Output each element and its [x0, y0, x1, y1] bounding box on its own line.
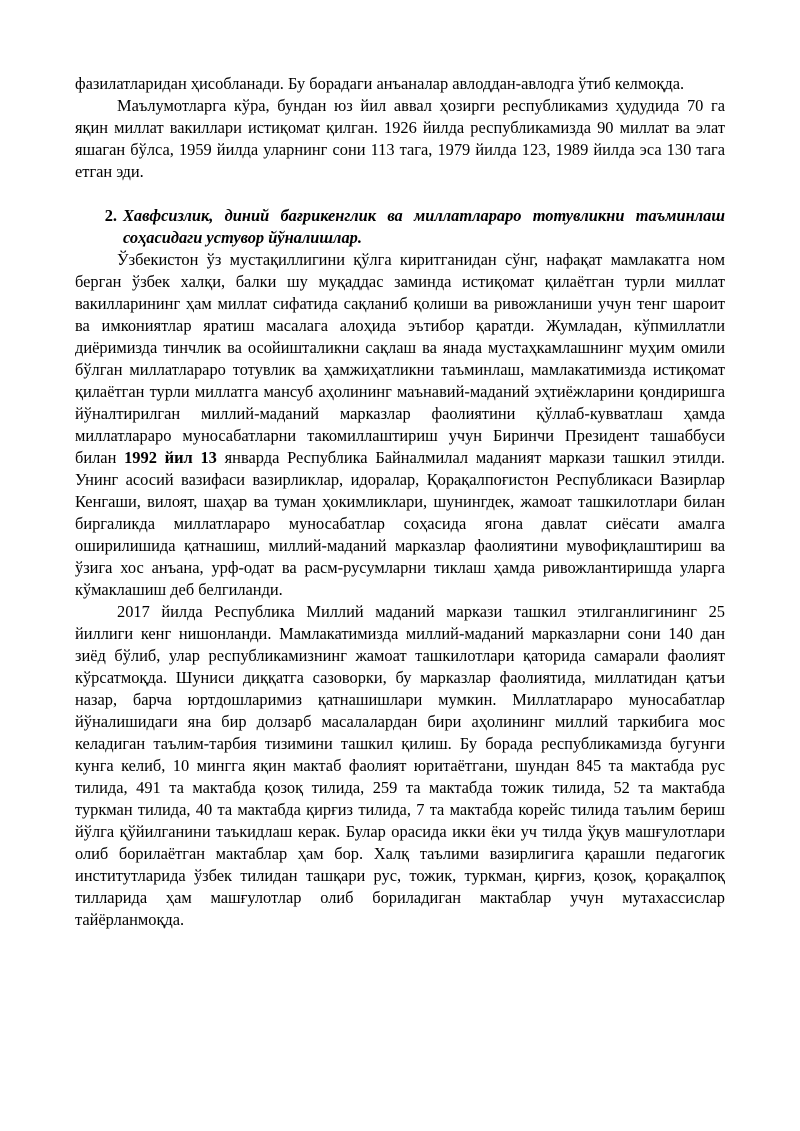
paragraph-continued: фазилатларидан ҳисобланади. Бу борадаги анъаналар авлоддан-авлодга ўтиб келмоқда. — [75, 74, 685, 93]
paragraph-independence — [75, 249, 725, 601]
paragraph-text: Ўзбекистон ўз мустақиллигини қўлга киритганидан сўнг, нафақат мамлакатга ном берган ўзбек халқи, балки шу муқаддас заминда истиқомат қилаётган турли миллат вакилларининг ҳам миллат сифатида сақланиб қолиши ва ривожланиши учун тенг шароит ва имкониятлар яратиш масалага алоҳида эътибор қаратди. Жумладан, кўпмиллатли диёримизда тинчлик ва осойишталикни сақлаш ва янада мустаҳкамлашнинг муҳим омили бўлган миллатлараро тотувлик ва ҳамжиҳатликни таъминлаш, мамлакатимизда истиқомат қилаётган турли миллатга мансуб аҳолининг маънавий-маданий эҳтиёжларини қондиришга йўналтирилган миллий-маданий марказлар фаолиятини қўллаб-кувватлаш ҳамда миллатлараро муносабатларни такомиллаштириш учун Биринчи Президент ташаббуси билан — [75, 250, 725, 467]
document-page — [75, 73, 725, 931]
paragraph-statistics: Маълумотларга кўра, бундан юз йил аввал ҳозирги республикамиз ҳудудида 70 га яқин миллат вакиллари истиқомат қилган. 1926 йилда республикамизда 90 миллат ва элат яшаган бўлса, 1959 йилда уларнинг сони 113 тага, 1979 йилда 123, 1989 йилда эса 130 тага етган эди. — [75, 96, 725, 181]
date-emphasis: 1992 йил 13 — [124, 448, 217, 467]
section-title: Хавфсизлик, диний бағрикенглик ва миллатлараро тотувликни таъминлаш соҳасидаги устувор йўналишлар. — [123, 206, 725, 247]
paragraph-text: январда Республика Байналмилал маданият маркази ташкил этилди. Унинг асосий вазифаси вазирликлар, идоралар, Қорақалпоғистон Республикаси Вазирлар Кенгаши, вилоят, шаҳар ва туман ҳокимликлари, шунингдек, жамоат ташкилотлари билан биргаликда миллатлараро муносабатлар соҳасида ягона давлат сиёсати амалга оширилишида қатнашиш, миллий-маданий марказлар фаолиятини мувофиқлаштириш ва ўзига хос анъана, урф-одат ва расм-русумларни тиклаш ҳамда ривожлантиришда уларга кўмаклашиш деб белгиланди. — [75, 448, 725, 599]
paragraph-cultural-centers: 2017 йилда Республика Миллий маданий маркази ташкил этилганлигининг 25 йиллиги кенг нишонланди. Мамлакатимизда миллий-маданий марказларни сони 140 дан зиёд бўлиб, улар республикамизнинг жамоат ташкилотлари қаторида самарали фаолият кўрсатмоқда. Шуниси диққатга сазоворки, бу марказлар фаолиятида, миллатидан қатъи назар, барча юртдошларимиз қатнашишлари мумкин. Миллатлараро муносабатлар йўналишидаги яна бир долзарб масалалардан бири аҳолининг миллий таркибига мос келадиган таълим-тарбия тизимини ташкил қилиш. Бу борада республикамизда бугунги кунга келиб, 10 мингга яқин мактаб фаолият юритаётгани, шундан 845 та мактабда рус тилида, 491 та мактабда қозоқ тилида, 259 та мактабда тожик тилида, 52 та мактабда туркман тилида, 40 та мактабда қирғиз тилида, 7 та мактабда корейс тилида таълим бериш йўлга қўйилганини таъкидлаш керак. Булар орасида икки ёки уч тилда ўқув машғулотлари олиб борилаётган мактаблар ҳам бор. Халқ таълими вазирлигига қарашли педагогик институтларида ўзбек тилидан ташқари рус, тожик, туркман, қирғиз, қозоқ, қорақалпоқ тилларида ҳам машғулотлар олиб бориладиган мактаблар учун мутахассислар тайёрланмоқда. — [75, 602, 725, 929]
section-number: 2. — [104, 206, 117, 225]
section-heading — [75, 205, 725, 249]
